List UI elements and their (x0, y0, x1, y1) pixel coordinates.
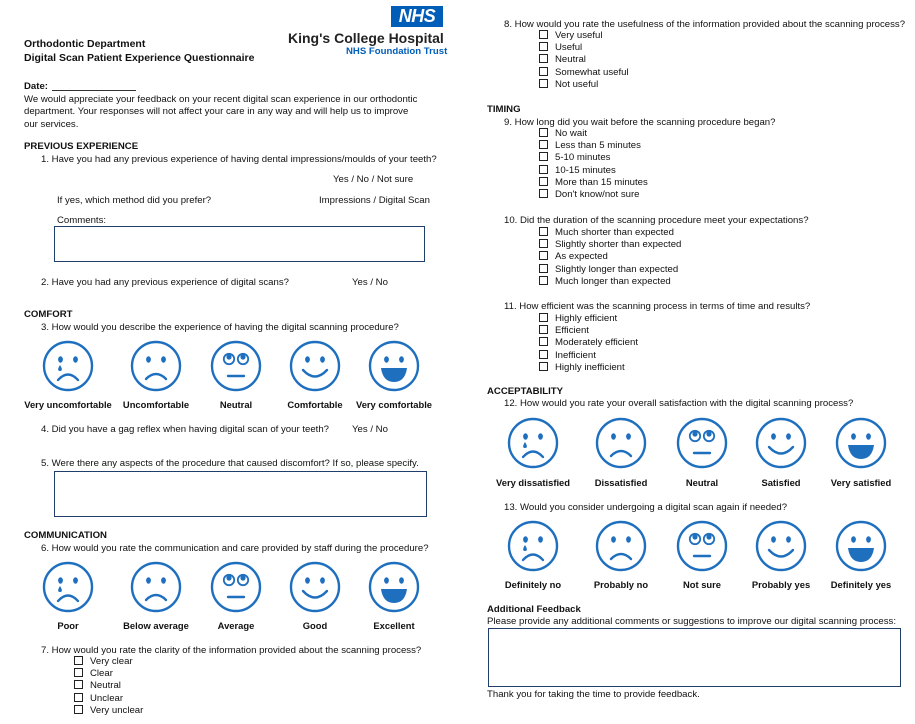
rating-label: Comfortable (287, 399, 343, 410)
option-label: Somewhat useful (555, 66, 629, 78)
neutral-face-icon[interactable] (676, 520, 728, 572)
checkbox-icon[interactable] (539, 189, 548, 198)
q7-text: 7. How would you rate the clarity of the information provided about the scanning process? (41, 645, 422, 656)
option-label: No wait (555, 128, 587, 139)
q2-answer[interactable]: Yes / No (352, 277, 388, 288)
option-label: Much shorter than expected (555, 227, 674, 238)
q11-option[interactable] (539, 313, 617, 325)
q8-option[interactable] (539, 42, 582, 54)
date-label: Date: (24, 81, 48, 92)
q10-option[interactable] (539, 264, 678, 276)
q8-option[interactable] (539, 79, 598, 91)
q8-text: 8. How would you rate the usefulness of the information provided about the scanning process? (504, 19, 906, 30)
neutral-face-icon[interactable] (676, 417, 728, 469)
q9-option[interactable] (539, 140, 641, 152)
q11-text: 11. How efficient was the scanning process in terms of time and results? (504, 301, 811, 312)
q6-text: 6. How would you rate the communication and care provided by staff during the procedure? (41, 543, 429, 554)
q11-option[interactable] (539, 337, 638, 349)
very-sad-face-icon[interactable] (42, 340, 94, 392)
q5-answer-box[interactable] (54, 471, 427, 517)
q8-option[interactable] (539, 67, 629, 79)
option-label: 5-10 minutes (555, 152, 611, 164)
checkbox-icon[interactable] (539, 251, 548, 260)
checkbox-icon[interactable] (539, 54, 548, 63)
q7-option[interactable] (74, 656, 133, 668)
option-label: Moderately efficient (555, 337, 639, 349)
additional-feedback-prompt: Please provide any additional comments or suggestions to improve our digital scanning process: (487, 616, 897, 627)
trust-name: NHS Foundation Trust (346, 46, 448, 57)
rating-label: Poor (57, 620, 79, 631)
date-field[interactable] (52, 90, 136, 91)
q4-answer[interactable]: Yes / No (352, 424, 388, 435)
q8-option[interactable] (539, 30, 602, 42)
q1-followup-answer[interactable]: Impressions / Digital Scan (319, 195, 430, 206)
checkbox-icon[interactable] (539, 128, 548, 137)
very-sad-face-icon[interactable] (507, 417, 559, 469)
q1-comments-label: Comments: (57, 215, 107, 226)
option-label: Useful (555, 42, 583, 54)
q13-text: 13. Would you consider undergoing a digital scan again if needed? (504, 502, 788, 513)
option-label: Very unclear (90, 704, 144, 716)
rating-label: Neutral (219, 399, 253, 410)
option-label: More than 15 minutes (555, 176, 648, 188)
option-label: Much longer than expected (555, 275, 671, 287)
checkbox-icon[interactable] (539, 140, 548, 149)
option-label: Slightly longer than expected (555, 263, 679, 275)
q1-comments-box[interactable] (54, 226, 425, 262)
q7-option[interactable] (74, 693, 123, 705)
section-communication: COMMUNICATION (24, 530, 107, 541)
very-sad-face-icon[interactable] (42, 561, 94, 613)
rating-label: Very comfortable (355, 399, 433, 410)
additional-feedback-box[interactable] (488, 628, 901, 687)
checkbox-icon[interactable] (539, 152, 548, 161)
rating-label: Very dissatisfied (496, 477, 570, 488)
q9-option[interactable] (539, 165, 616, 177)
rating-label: Definitely yes (830, 579, 892, 590)
checkbox-icon[interactable] (74, 705, 83, 714)
option-label: Neutral (90, 680, 121, 692)
option-label: Inefficient (555, 349, 596, 361)
department-name: Orthodontic Department (24, 38, 146, 50)
checkbox-icon[interactable] (539, 177, 548, 186)
option-label: Unclear (90, 692, 124, 704)
option-label: Less than 5 minutes (555, 140, 641, 152)
option-label: Clear (90, 668, 113, 680)
rating-label: Not sure (682, 579, 722, 590)
q9-text: 9. How long did you wait before the scanning procedure began? (504, 117, 776, 128)
q9-option[interactable] (539, 189, 640, 201)
checkbox-icon[interactable] (539, 79, 548, 88)
checkbox-icon[interactable] (539, 362, 548, 371)
q8-option[interactable] (539, 54, 586, 66)
checkbox-icon[interactable] (539, 227, 548, 236)
q10-option[interactable] (539, 227, 674, 239)
q1-followup: If yes, which method did you prefer? (57, 195, 212, 206)
q9-option[interactable] (539, 128, 587, 140)
page-title: Digital Scan Patient Experience Questionnaire (24, 52, 255, 64)
happy-face-icon[interactable] (755, 417, 807, 469)
sad-face-icon[interactable] (595, 520, 647, 572)
checkbox-icon[interactable] (539, 325, 548, 334)
rating-label: Good (302, 620, 328, 631)
hospital-name: King's College Hospital (288, 30, 444, 46)
rating-label: Satisfied (761, 477, 801, 488)
neutral-face-icon[interactable] (210, 561, 262, 613)
very-happy-face-icon[interactable] (368, 561, 420, 613)
q9-option[interactable] (539, 177, 648, 189)
checkbox-icon[interactable] (539, 313, 548, 322)
option-label: Neutral (555, 54, 586, 66)
rating-label: Very satisfied (830, 477, 892, 488)
q11-option[interactable] (539, 350, 596, 362)
rating-label: Average (217, 620, 255, 631)
additional-feedback-title: Additional Feedback (487, 604, 581, 615)
checkbox-icon[interactable] (539, 239, 548, 248)
rating-label: Probably no (593, 579, 649, 590)
q12-text: 12. How would you rate your overall satisfaction with the digital scanning process? (504, 398, 854, 409)
q10-option[interactable] (539, 276, 671, 288)
very-sad-face-icon[interactable] (507, 520, 559, 572)
option-label: Very useful (555, 30, 603, 41)
intro-text: We would appreciate your feedback on your recent digital scan experience in our orthodontic department. Your responses will not affect your care in any way and will help us to improve our services. (24, 94, 418, 130)
option-label: 10-15 minutes (555, 164, 616, 176)
rating-label: Neutral (685, 477, 719, 488)
option-label: Highly efficient (555, 313, 618, 324)
rating-label: Uncomfortable (122, 399, 190, 410)
q10-option[interactable] (539, 251, 608, 263)
section-timing: TIMING (487, 104, 521, 115)
very-happy-face-icon[interactable] (835, 417, 887, 469)
rating-label: Definitely no (504, 579, 562, 590)
rating-label: Below average (123, 620, 189, 631)
rating-label: Very uncomfortable (24, 399, 112, 410)
section-previous-experience: PREVIOUS EXPERIENCE (24, 141, 139, 152)
q3-text: 3. How would you describe the experience of having the digital scanning procedure? (41, 322, 399, 333)
q11-option[interactable] (539, 325, 589, 337)
checkbox-icon[interactable] (539, 165, 548, 174)
thank-you-text: Thank you for taking the time to provide feedback. (487, 689, 700, 700)
rating-label: Probably yes (751, 579, 811, 590)
rating-label: Dissatisfied (594, 477, 648, 488)
q7-option[interactable] (74, 668, 113, 680)
q5-text: 5. Were there any aspects of the procedure that caused discomfort? If so, please specify. (41, 458, 419, 469)
q1-answer[interactable]: Yes / No / Not sure (333, 174, 414, 185)
option-label: Not useful (555, 78, 599, 90)
checkbox-icon[interactable] (74, 693, 83, 702)
neutral-face-icon[interactable] (210, 340, 262, 392)
q9-option[interactable] (539, 152, 610, 164)
checkbox-icon[interactable] (539, 264, 548, 273)
happy-face-icon[interactable] (289, 561, 341, 613)
option-label: Efficient (555, 325, 589, 337)
checkbox-icon[interactable] (539, 337, 548, 346)
checkbox-icon[interactable] (539, 350, 548, 359)
sad-face-icon[interactable] (130, 561, 182, 613)
q10-option[interactable] (539, 239, 681, 251)
q7-option[interactable] (74, 705, 143, 717)
sad-face-icon[interactable] (595, 417, 647, 469)
section-acceptability: ACCEPTABILITY (487, 386, 564, 397)
checkbox-icon[interactable] (74, 656, 83, 665)
checkbox-icon[interactable] (539, 67, 548, 76)
option-label: Very clear (90, 656, 133, 667)
option-label: Don't know/not sure (555, 189, 640, 200)
q1-text: 1. Have you had any previous experience of having dental impressions/moulds of your teeth? (41, 154, 437, 165)
rating-label: Excellent (373, 620, 415, 631)
checkbox-icon[interactable] (74, 680, 83, 689)
option-label: Highly inefficient (555, 361, 625, 373)
q11-option[interactable] (539, 362, 625, 374)
q7-option[interactable] (74, 680, 121, 692)
very-happy-face-icon[interactable] (368, 340, 420, 392)
q2-text: 2. Have you had any previous experience of digital scans? (41, 277, 289, 288)
nhs-logo: NHS (391, 6, 443, 27)
checkbox-icon[interactable] (74, 668, 83, 677)
q10-text: 10. Did the duration of the scanning procedure meet your expectations? (504, 215, 809, 226)
option-label: Slightly shorter than expected (555, 239, 682, 251)
q4-text: 4. Did you have a gag reflex when having digital scan of your teeth? (41, 424, 329, 435)
very-happy-face-icon[interactable] (835, 520, 887, 572)
happy-face-icon[interactable] (755, 520, 807, 572)
happy-face-icon[interactable] (289, 340, 341, 392)
checkbox-icon[interactable] (539, 276, 548, 285)
section-comfort: COMFORT (24, 309, 73, 320)
checkbox-icon[interactable] (539, 42, 548, 51)
option-label: As expected (555, 251, 608, 263)
sad-face-icon[interactable] (130, 340, 182, 392)
checkbox-icon[interactable] (539, 30, 548, 39)
